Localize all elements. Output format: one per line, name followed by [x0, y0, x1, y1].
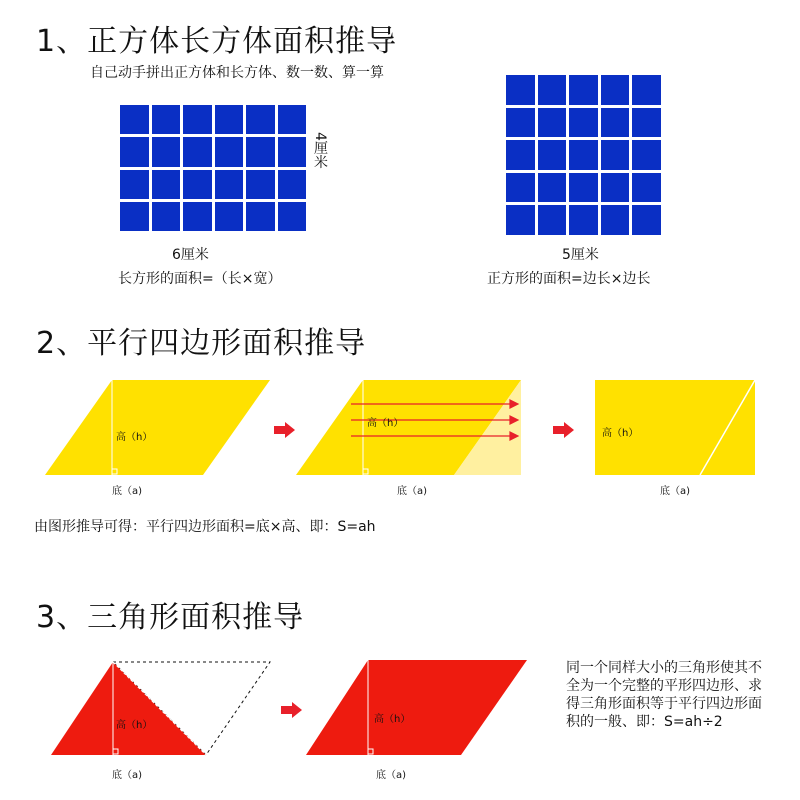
grid-cell: [120, 202, 149, 231]
grid-cell: [183, 105, 212, 134]
grid-cell: [601, 75, 630, 105]
grid-cell: [632, 173, 661, 203]
grid-cell: [278, 137, 307, 166]
grid-cell: [632, 75, 661, 105]
rectangle-area-formula: 长方形的面积=（长×宽）: [118, 271, 282, 287]
grid-cell: [246, 202, 275, 231]
section3-title: 3、三角形面积推导: [36, 600, 305, 635]
grid-cell: [538, 75, 567, 105]
arrow-right-icon: [274, 422, 296, 438]
grid-cell: [120, 137, 149, 166]
grid-cell: [538, 173, 567, 203]
grid-cell: [215, 105, 244, 134]
grid-cell: [246, 137, 275, 166]
grid-cell: [569, 108, 598, 138]
grid-cell: [569, 140, 598, 170]
grid-cell: [601, 205, 630, 235]
grid-cell: [120, 105, 149, 134]
square-bottom-label: 5厘米: [562, 247, 599, 263]
grid-cell: [506, 140, 535, 170]
translation-base-label: 底（a): [397, 486, 428, 497]
grid-cell: [538, 108, 567, 138]
rectangle-bottom-label: 6厘米: [172, 247, 209, 263]
grid-cell: [506, 75, 535, 105]
grid-cell: [152, 170, 181, 199]
grid-cell: [278, 105, 307, 134]
grid-cell: [569, 205, 598, 235]
grid-cell: [152, 202, 181, 231]
rectangle-result-height-label: 高（h）: [602, 428, 639, 439]
rectangle-side-label: 4厘米: [312, 132, 328, 169]
section1-title: 1、正方体长方体面积推导: [36, 24, 398, 59]
grid-cell: [120, 170, 149, 199]
grid-cell: [601, 108, 630, 138]
grid-cell: [183, 137, 212, 166]
grid-cell: [215, 137, 244, 166]
section1-subtitle: 自己动手拼出正方体和长方体、数一数、算一算: [90, 65, 384, 81]
grid-cell: [278, 170, 307, 199]
arrow-right-icon: [553, 422, 575, 438]
red-parallelogram-base-label: 底（a): [376, 770, 407, 781]
grid-cell: [152, 105, 181, 134]
grid-cell: [601, 173, 630, 203]
grid-cell: [152, 137, 181, 166]
grid-cell: [569, 173, 598, 203]
grid-cell: [538, 140, 567, 170]
grid-cell: [538, 205, 567, 235]
triangle-base-label: 底（a): [112, 770, 143, 781]
grid-cell: [569, 75, 598, 105]
square-area-formula: 正方形的面积=边长×边长: [487, 271, 651, 287]
red-triangle: [51, 662, 206, 755]
grid-cell: [246, 105, 275, 134]
grid-cell: [632, 140, 661, 170]
triangle-figure: [48, 658, 278, 758]
arrow-right-icon: [281, 702, 303, 718]
grid-cell: [215, 170, 244, 199]
grid-cell: [215, 202, 244, 231]
grid-cell: [246, 170, 275, 199]
square-grid: [506, 75, 661, 235]
triangle-height-label: 高（h）: [116, 720, 153, 731]
grid-cell: [278, 202, 307, 231]
grid-cell: [601, 140, 630, 170]
translation-height-label: 高（h）: [367, 418, 404, 429]
parallelogram-translation-figure: [296, 378, 536, 478]
grid-cell: [506, 173, 535, 203]
grid-cell: [183, 170, 212, 199]
rectangle-grid: [120, 105, 306, 231]
grid-cell: [632, 205, 661, 235]
red-parallelogram-height-label: 高（h）: [374, 714, 411, 725]
grid-cell: [506, 205, 535, 235]
parallelogram-shape: [45, 380, 270, 475]
triangle-description: 同一个同样大小的三角形使其不全为一个完整的平形四边形、求得三角形面积等于平行四边形面积的一般、即：S=ah÷2: [566, 660, 762, 730]
section2-title: 2、平行四边形面积推导: [36, 326, 367, 361]
grid-cell: [183, 202, 212, 231]
parallelogram-base-label: 底（a): [112, 486, 143, 497]
grid-cell: [506, 108, 535, 138]
parallelogram-figure: [45, 378, 275, 478]
red-parallelogram-figure: [306, 658, 536, 758]
grid-cell: [632, 108, 661, 138]
parallelogram-height-label: 高（h）: [116, 432, 153, 443]
rectangle-result-base-label: 底（a): [660, 486, 691, 497]
parallelogram-conclusion: 由图形推导可得：平行四边形面积=底×高、即：S=ah: [34, 519, 376, 535]
